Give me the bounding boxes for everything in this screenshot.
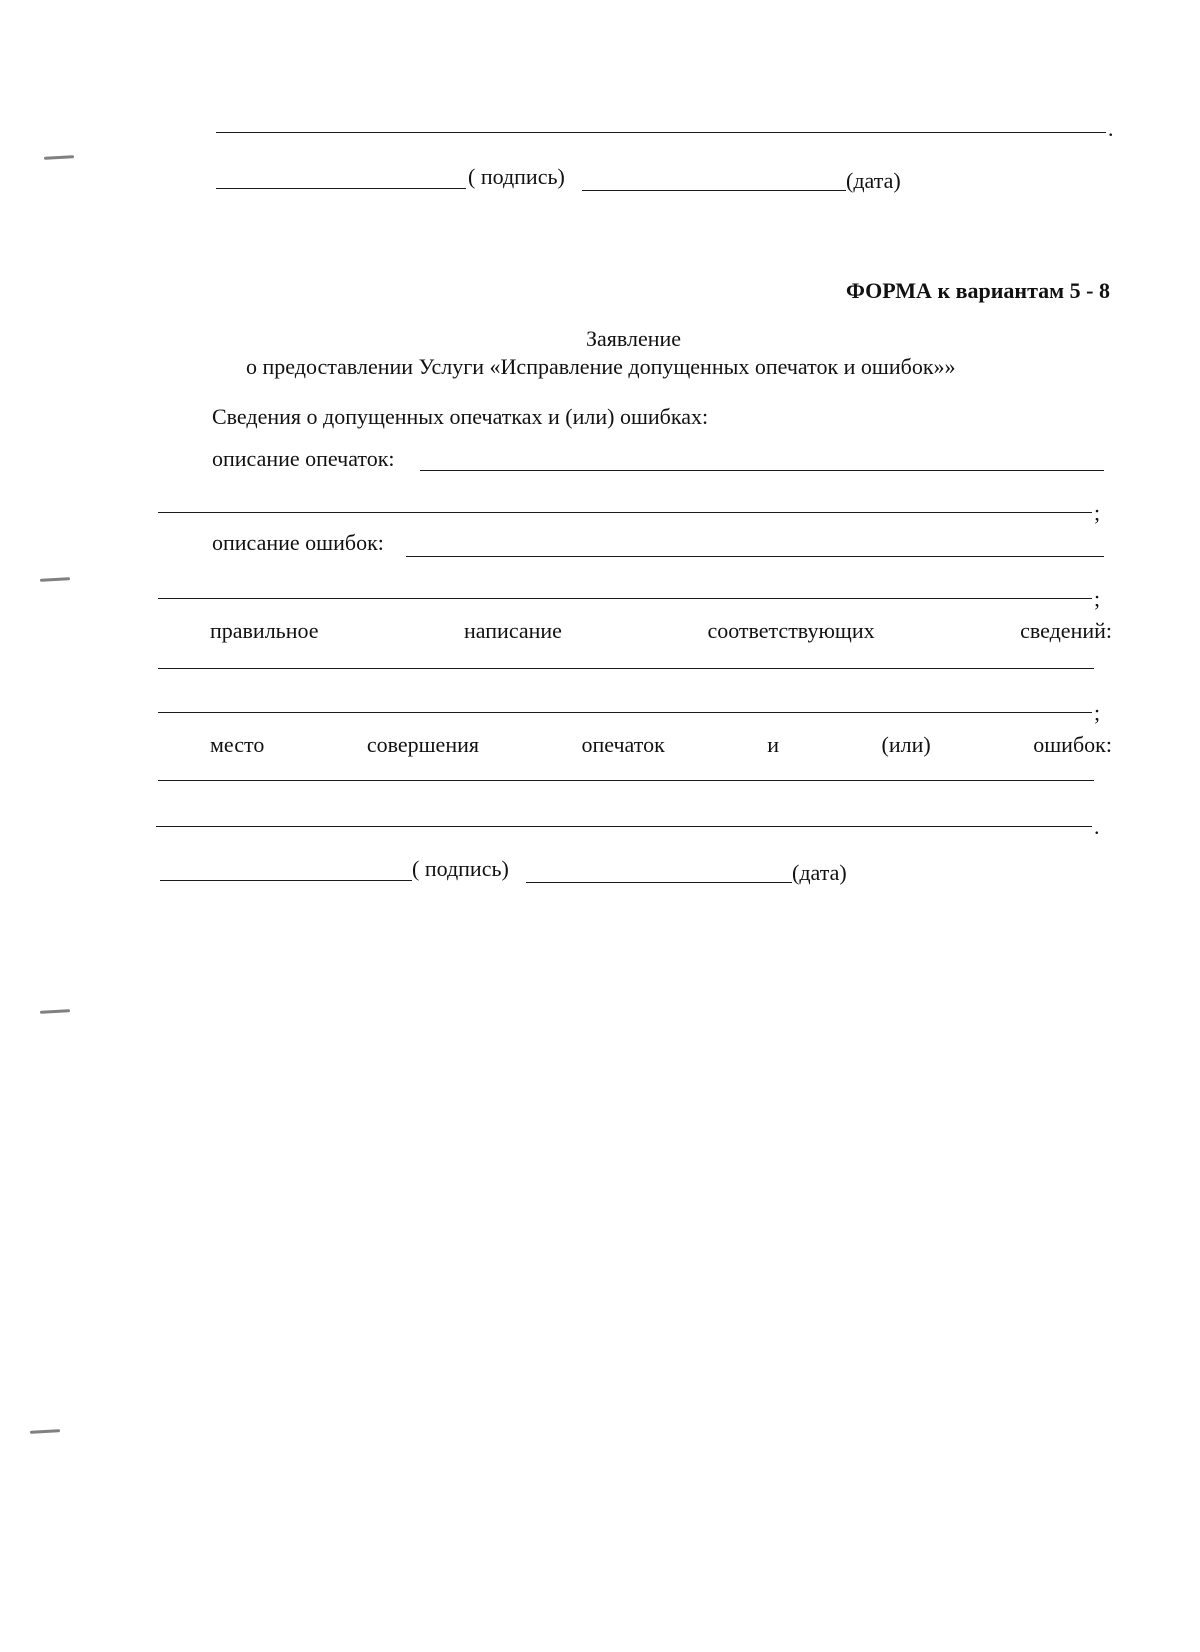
page-subtitle: о предоставлении Услуги «Исправление допущенных опечаток и ошибок»» bbox=[246, 354, 956, 379]
errors-line-2 bbox=[158, 598, 1092, 599]
correct-spelling-label bbox=[210, 620, 1112, 642]
correct-word: сведений: bbox=[1020, 618, 1112, 643]
correct-word: соответствующих bbox=[707, 618, 875, 643]
bottom-date-label: (дата) bbox=[792, 860, 847, 885]
place-word: совершения bbox=[366, 732, 479, 757]
correct-semicolon: ; bbox=[1094, 700, 1101, 725]
page-title: Заявление bbox=[586, 326, 682, 351]
place-word: опечаток bbox=[581, 732, 665, 757]
correct-line-2 bbox=[158, 712, 1092, 713]
bottom-signature-label: ( подпись) bbox=[412, 856, 509, 881]
top-end-period: . bbox=[1108, 116, 1114, 141]
place-word: и bbox=[767, 732, 780, 757]
place-word: ошибок: bbox=[1033, 732, 1112, 757]
place-word: место bbox=[210, 732, 265, 757]
top-fill-line bbox=[216, 132, 1106, 133]
binder-mark bbox=[40, 577, 70, 582]
top-signature-label: ( подпись) bbox=[468, 164, 565, 189]
bottom-signature-line bbox=[160, 880, 412, 881]
form-heading: ФОРМА к вариантам 5 - 8 bbox=[846, 278, 1110, 303]
errors-line-1 bbox=[406, 556, 1104, 557]
typos-line-2 bbox=[158, 512, 1092, 513]
correct-word: правильное bbox=[210, 618, 319, 643]
errors-label: описание ошибок: bbox=[212, 530, 384, 555]
top-date-line bbox=[582, 190, 846, 191]
typos-line-1 bbox=[420, 470, 1104, 471]
intro-text: Сведения о допущенных опечатках и (или) ошибках: bbox=[212, 404, 709, 429]
binder-mark bbox=[44, 155, 74, 160]
bottom-date-line bbox=[526, 882, 792, 883]
place-final-period: . bbox=[1094, 814, 1100, 839]
typos-semicolon: ; bbox=[1094, 500, 1101, 525]
place-line-1 bbox=[158, 780, 1094, 781]
correct-word: написание bbox=[464, 618, 562, 643]
binder-mark bbox=[30, 1429, 60, 1434]
correct-line-1 bbox=[158, 668, 1094, 669]
top-signature-line bbox=[216, 188, 466, 189]
typos-label: описание опечаток: bbox=[212, 446, 395, 471]
place-word: (или) bbox=[881, 732, 931, 757]
top-date-label: (дата) bbox=[846, 168, 901, 193]
place-line-2 bbox=[156, 826, 1092, 827]
errors-semicolon: ; bbox=[1094, 586, 1101, 611]
binder-mark bbox=[40, 1009, 70, 1014]
place-label bbox=[210, 734, 1112, 756]
